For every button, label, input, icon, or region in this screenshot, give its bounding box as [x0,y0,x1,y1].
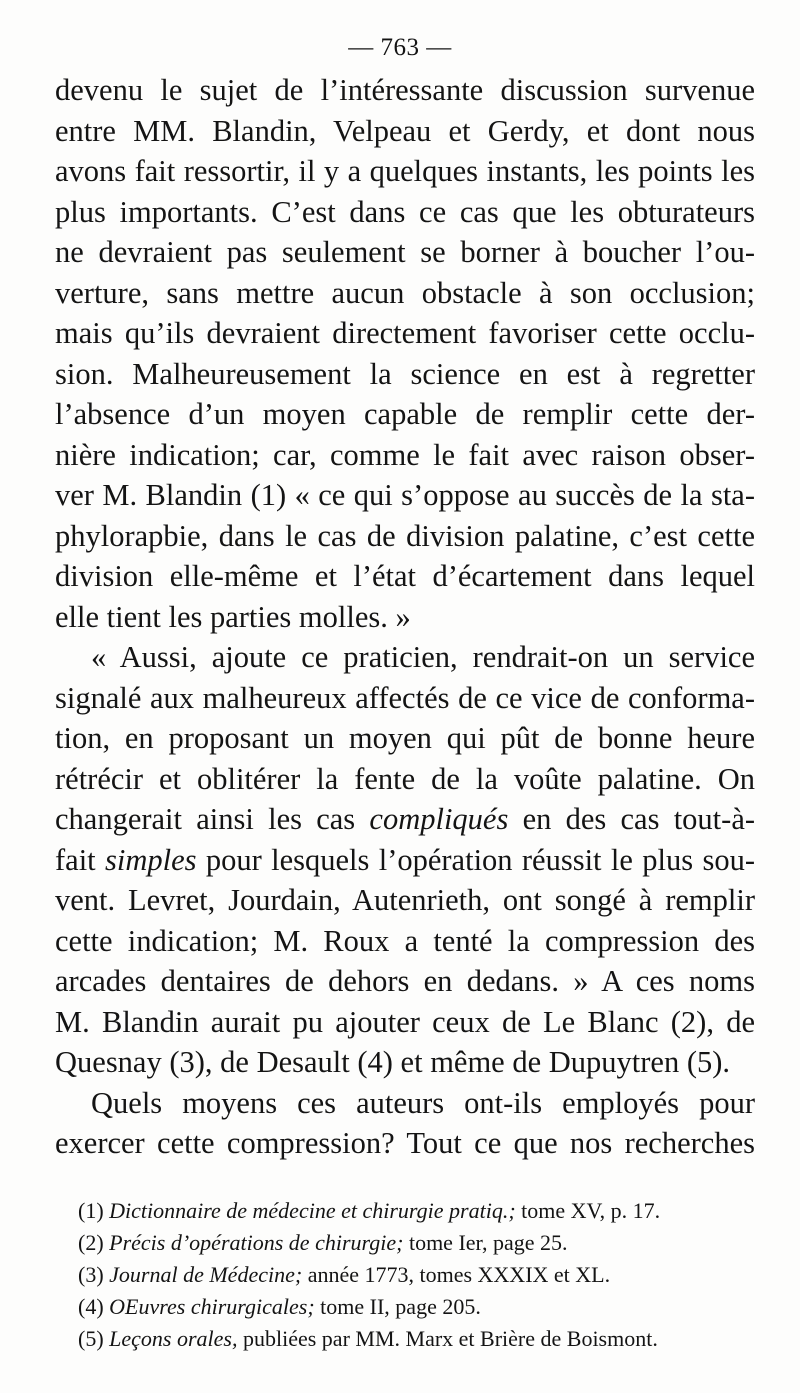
text-segment: pour lesquels l’opération réussit le plus sou- [196,842,755,877]
text-line: « Aussi, ajoute ce praticien, rendrait-on un service [91,640,755,674]
text-line: cette indication; M. Roux a tenté la compression des [55,923,755,958]
text-line: signalé aux malheureux affectés de ce vice de conforma- [55,680,755,715]
footnote-number: (2) [78,1230,104,1255]
footnote-rest: tome Ier, page 25. [403,1230,568,1255]
footnote [78,1259,758,1291]
text-line: phylorapbie, dans le cas de division palatine, c’est cette [55,518,755,553]
text-line-with-italic [55,840,755,881]
text-segment: en des cas tout-à- [508,802,756,836]
italic-term: simples [105,842,197,877]
footnote-rest: tome II, page 205. [314,1294,481,1319]
text-line: arcades dentaires de dehors en dedans. » A ces noms [55,964,755,998]
footnote-number: (4) [78,1294,104,1319]
text-line: devenu le sujet de l’intéressante discussion survenue [55,73,755,107]
text-line: division elle-même et l’état d’écartement dans lequel [55,559,755,593]
footnote-number: (1) [78,1198,104,1223]
text-line: verture, sans mettre aucun obstacle à son occlusion; [55,275,755,310]
footnote-rest: année 1773, tomes XXXIX et XL. [302,1262,611,1287]
footnote-title: Dictionnaire de médecine et chirurgie pratiq.; [109,1198,516,1223]
text-line: plus importants. C’est dans ce cas que les obturateurs [55,194,755,229]
text-line: Quesnay (3), de Desault (4) et même de Dupuytren (5). [55,1045,731,1079]
text-line: M. Blandin aurait pu ajouter ceux de Le Blanc (2), de [55,1004,755,1039]
text-line: entre MM. Blandin, Velpeau et Gerdy, et dont nous [55,113,755,148]
footnote-title: Précis d’opérations de chirurgie; [109,1230,404,1255]
text-line: l’absence d’un moyen capable de remplir cette der- [55,397,755,431]
text-line-with-italic [55,799,755,840]
text-line: ver M. Blandin (1) « ce qui s’oppose au succès de la sta- [55,478,755,512]
footnotes [78,1195,758,1355]
text-line: ne devraient pas seulement se borner à boucher l’ou- [55,235,755,269]
text-line: mais qu’ils devraient directement favoriser cette occlu- [55,316,755,350]
text-line: tion, en proposant un moyen qui pût de bonne heure [55,721,755,755]
footnote-title: Journal de Médecine; [109,1262,303,1287]
text-line: nière indication; car, comme le fait avec raison obser- [55,437,755,472]
text-segment: fait [55,842,105,877]
footnote [78,1227,758,1259]
footnote [78,1291,758,1323]
footnote-number: (5) [78,1326,104,1351]
text-line: vent. Levret, Jourdain, Autenrieth, ont songé à remplir [55,883,755,917]
text-line: exercer cette compression? Tout ce que nos recherches [55,1126,755,1160]
page-number: — 763 — [348,34,452,61]
footnote [78,1323,758,1355]
body-text [55,70,755,1164]
footnote-rest: tome XV, p. 17. [515,1198,661,1223]
footnote-title: OEuvres chirurgicales; [109,1294,315,1319]
text-line: Quels moyens ces auteurs ont-ils employés pour [91,1085,755,1120]
text-line: avons fait ressortir, il y a quelques instants, les points les [55,154,755,188]
footnote-rest: publiées par MM. Marx et Brière de Boismont. [237,1326,658,1351]
text-line: sion. Malheureusement la science en est à regretter [55,356,755,391]
text-line: rétrécir et oblitérer la fente de la voûte palatine. On [55,761,755,796]
footnote-title: Leçons orales, [109,1326,238,1351]
footnote-number: (3) [78,1262,104,1287]
text-line: elle tient les parties molles. » [55,599,411,634]
text-segment: changerait ainsi les cas [55,802,370,836]
footnote [78,1195,758,1227]
italic-term: compliqués [369,802,509,836]
